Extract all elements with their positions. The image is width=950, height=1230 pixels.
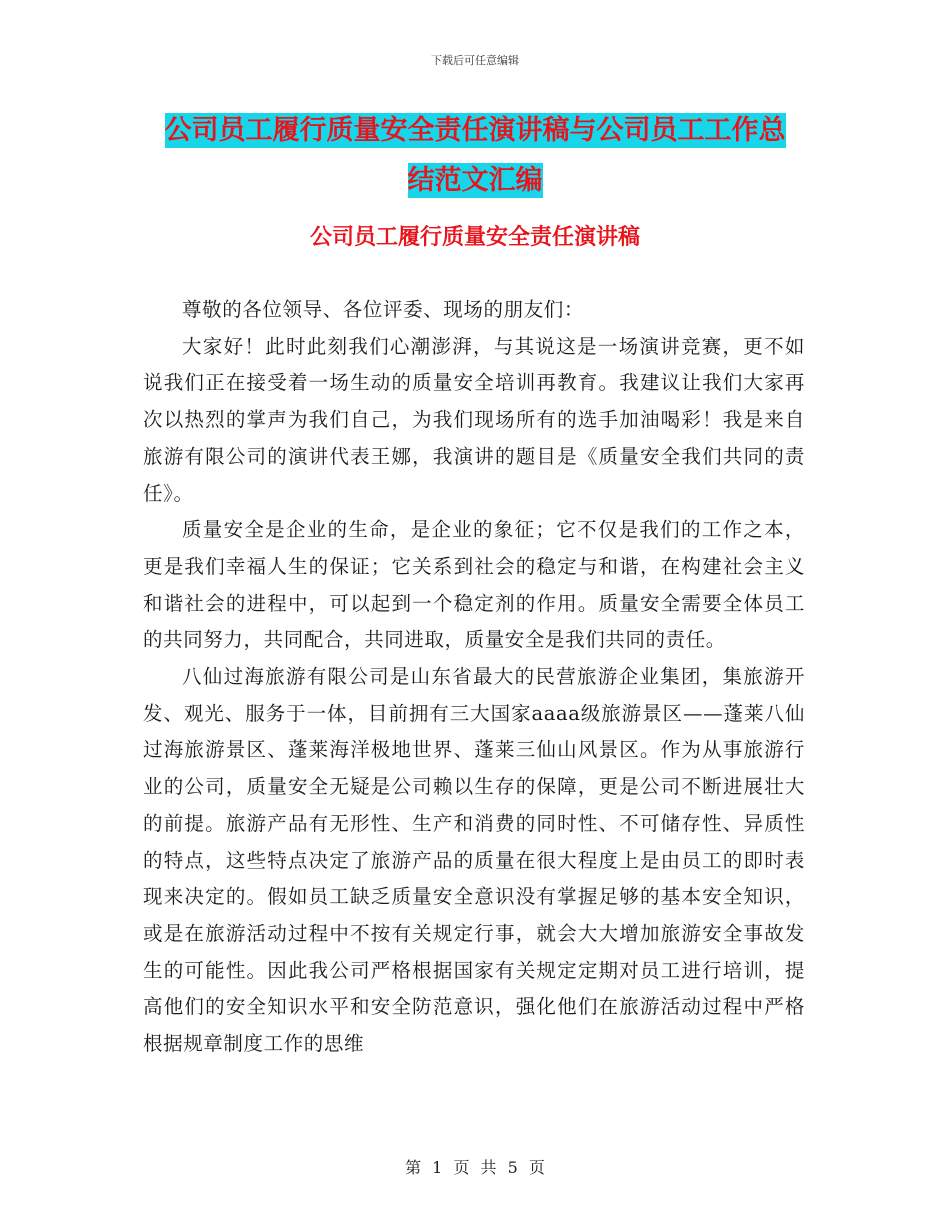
document-title-line1: 公司员工履行质量安全责任演讲稿与公司员工工作总 <box>164 115 786 146</box>
document-title <box>140 106 810 206</box>
document-title-line2: 结范文汇编 <box>407 165 543 196</box>
header-note: 下载后可任意编辑 <box>431 54 519 67</box>
body-text <box>143 292 805 1063</box>
paragraph-salutation: 尊敬的各位领导、各位评委、现场的朋友们： <box>182 298 585 321</box>
paragraph: 八仙过海旅游有限公司是山东省最大的民营旅游企业集团，集旅游开发、观光、服务于一体，目前拥有三大国家aaaa级旅游景区——蓬莱八仙过海旅游景区、蓬莱海洋极地世界、蓬莱三仙山风景区。作为从事旅游行业的公司，质量安全无疑是公司赖以生存的保障，更是公司不断进展壮大的前提。旅游产品有无形性、生产和消费的同时性、不可储存性、异质性的特点，这些特点决定了旅游产品的质量在很大程度上是由员工的即时表现来决定的。假如员工缺乏质量安全意识没有掌握足够的基本安全知识，或是在旅游活动过程中不按有关规定行事，就会大大增加旅游安全事故发生的可能性。因此我公司严格根据国家有关规定定期对员工进行培训，提高他们的安全知识水平和安全防范意识，强化他们在旅游活动过程中严格根据规章制度工作的思维 <box>143 665 805 1056</box>
page-number: 第 1 页 共 5 页 <box>405 1158 545 1177</box>
section-title: 公司员工履行质量安全责任演讲稿 <box>309 225 640 250</box>
paragraph: 质量安全是企业的生命，是企业的象征；它不仅是我们的工作之本，更是我们幸福人生的保证；它关系到社会的稳定与和谐，在构建社会主义和谐社会的进程中，可以起到一个稳定剂的作用。质量安全需要全体员工的共同努力，共同配合，共同进取，质量安全是我们共同的责任。 <box>143 518 805 652</box>
paragraph: 大家好！此时此刻我们心潮澎湃，与其说这是一场演讲竞赛，更不如说我们正在接受着一场生动的质量安全培训再教育。我建议让我们大家再次以热烈的掌声为我们自己，为我们现场所有的选手加油喝彩！我是来自旅游有限公司的演讲代表王娜，我演讲的题目是《质量安全我们共同的责任》。 <box>143 334 805 505</box>
